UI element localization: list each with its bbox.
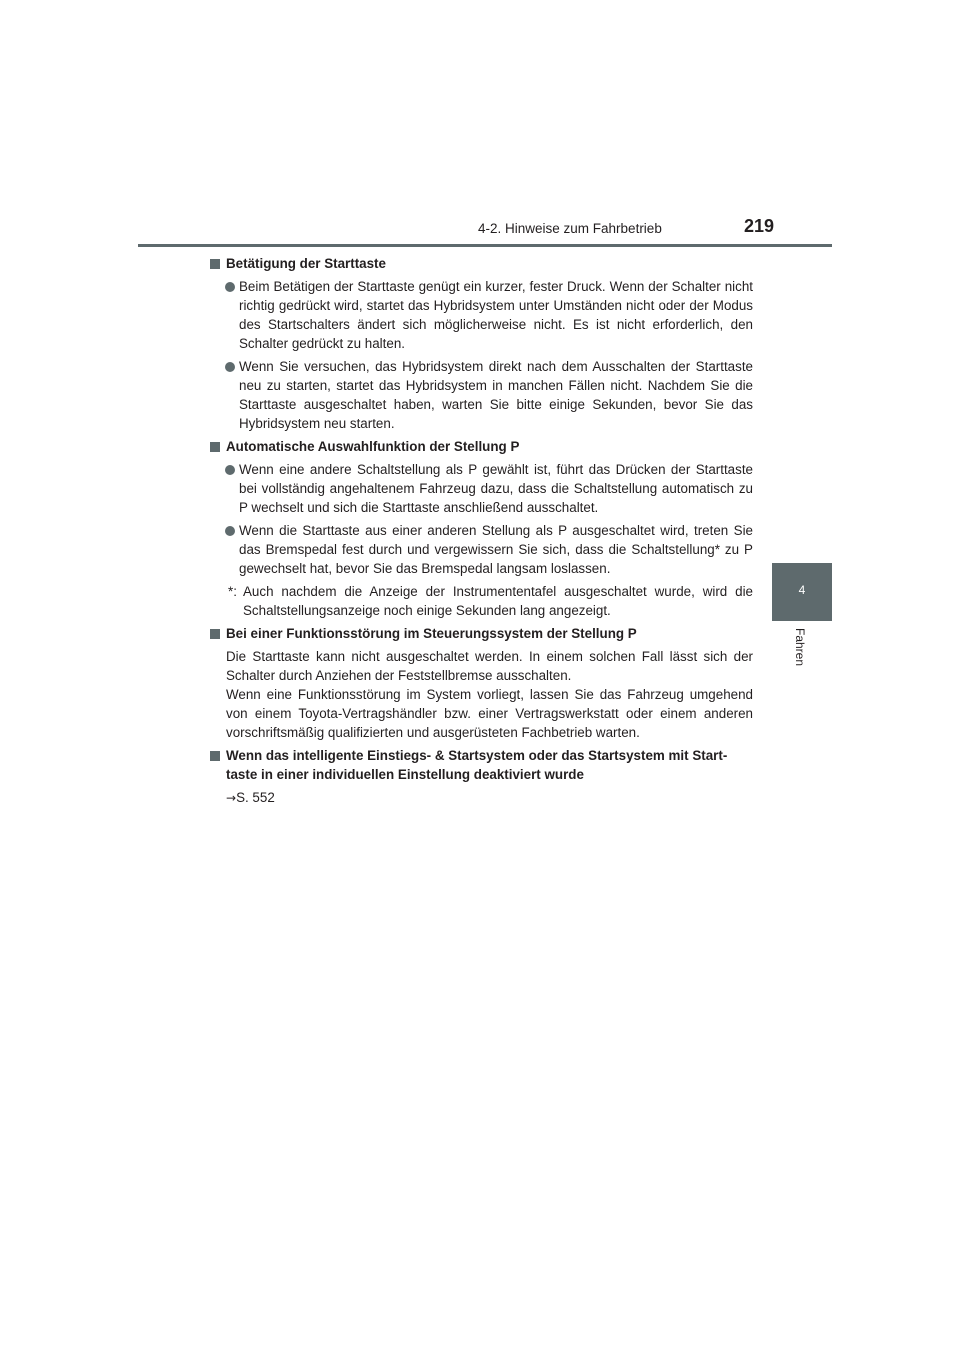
bullet-text: Wenn die Starttaste aus einer anderen Stellung als P ausgeschaltet wird, treten Sie das Bremspedal fest durch und vergewissern Sie sich, dass die Schaltstellung* zu P gewechselt hat, bevor Sie das Bremspedal langsam loslassen. [239, 523, 753, 576]
footnote-text: Auch nachdem die Anzeige der Instrumententafel ausgeschaltet wurde, wird die Schaltstellungsanzeige noch einige Sekunden lang angezeigt. [243, 584, 753, 618]
section-heading-text: Betätigung der Starttaste [226, 256, 386, 271]
paragraph-line: Wenn eine Funktionsstörung im System vorliegt, lassen Sie das Fahrzeug umgehend von einem Toyota-Vertragshändler bzw. einer Vertragswerkstatt oder einem anderen vorschriftsmäßig qualifizierten und ausgerüsteten Fachbetrieb warten. [226, 687, 753, 740]
bullet-text: Wenn Sie versuchen, das Hybridsystem direkt nach dem Ausschalten der Starttaste neu zu starten, startet das Hybridsystem in manchen Fällen nicht. Nachdem Sie die Starttaste ausgeschaltet haben, warten Sie bitte einige Sekunden, bevor Sie das Hybridsystem neu starten. [239, 359, 753, 431]
paragraph [210, 647, 753, 742]
bullet-item [210, 521, 753, 578]
page-reference[interactable] [210, 788, 753, 808]
section-heading-text: Bei einer Funktionsstörung im Steuerungssystem der Stellung P [226, 626, 637, 641]
bullet-item [210, 460, 753, 517]
bullet-text: Beim Betätigen der Starttaste genügt ein kurzer, fester Druck. Wenn der Schalter nicht richtig gedrückt wird, startet das Hybridsystem unter Umständen nicht oder der Modus des Startschalters ändert sich möglicherweise nicht. Es ist nicht erforderlich, den Schalter gedrückt zu halten. [239, 279, 753, 351]
chapter-number: 4 [798, 583, 806, 597]
paragraph-line: Die Starttaste kann nicht ausgeschaltet werden. In einem solchen Fall lässt sich der Schalter durch Anziehen der Feststellbremse ausschalten. [226, 649, 753, 683]
section-heading-text: Wenn das intelligente Einstiegs- & Startsystem oder das Startsystem mit Start-taste in einer individuellen Einstellung deaktiviert wurde [226, 748, 728, 782]
circle-bullet-icon [225, 362, 235, 372]
circle-bullet-icon [225, 282, 235, 292]
footnote-mark: *: [228, 584, 237, 599]
arrow-right-icon: → [226, 791, 237, 805]
chapter-tab [772, 563, 832, 621]
square-bullet-icon [210, 751, 220, 761]
square-bullet-icon [210, 442, 220, 452]
header-divider [138, 244, 832, 247]
page-content [210, 254, 753, 808]
bullet-item [210, 357, 753, 433]
page-reference-text: S. 552 [236, 790, 275, 805]
section-heading [210, 746, 753, 784]
square-bullet-icon [210, 629, 220, 639]
section-heading [210, 624, 753, 643]
bullet-text: Wenn eine andere Schaltstellung als P gewählt ist, führt das Drücken der Starttaste bei vollständig angehaltenem Fahrzeug dazu, dass die Schaltstellung automatisch zu P wechselt und sich die Starttaste anschließend ausschaltet. [239, 462, 753, 515]
circle-bullet-icon [225, 526, 235, 536]
footnote [210, 582, 753, 620]
circle-bullet-icon [225, 465, 235, 475]
page-number: 219 [744, 216, 775, 236]
bullet-item [210, 277, 753, 353]
square-bullet-icon [210, 259, 220, 269]
section-heading [210, 254, 753, 273]
header-section-title: 4-2. Hinweise zum Fahrbetrieb [478, 221, 662, 236]
section-heading-text: Automatische Auswahlfunktion der Stellung P [226, 439, 520, 454]
section-heading [210, 437, 753, 456]
chapter-label: Fahren [793, 628, 807, 667]
